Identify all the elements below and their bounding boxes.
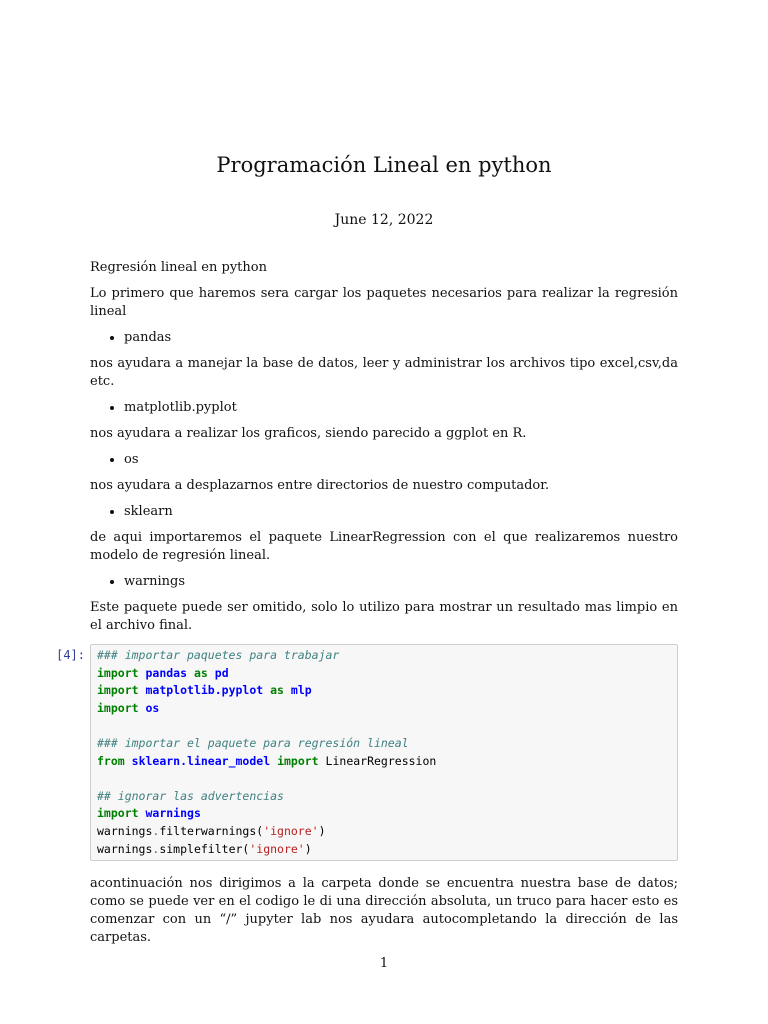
code-string: 'ignore'	[249, 841, 305, 856]
code-module: warnings	[145, 806, 201, 821]
code-alias: mlp	[290, 683, 312, 698]
code-module: pandas	[145, 665, 188, 680]
list-item: • warnings	[124, 573, 678, 591]
code-module: sklearn.linear_model	[131, 753, 271, 768]
code-keyword: import	[97, 700, 139, 715]
paragraph: nos ayudara a realizar los graficos, siendo parecido a ggplot en R.	[90, 426, 527, 441]
code-function: simplefilter(	[159, 841, 250, 856]
code-keyword: import	[277, 753, 319, 768]
code-alias: pd	[214, 665, 229, 680]
code-comment: ### importar el paquete para regresión lineal	[97, 735, 409, 750]
code-module: matplotlib.pyplot	[145, 683, 264, 698]
bullet-list	[90, 399, 678, 417]
code-name: LinearRegression	[325, 753, 437, 768]
list-item: • os	[124, 451, 678, 469]
paragraph: nos ayudara a desplazarnos entre directorios de nuestro computador.	[90, 478, 550, 493]
code-keyword: import	[97, 806, 139, 821]
code-cell	[56, 644, 678, 861]
bullet-list	[90, 573, 678, 591]
paragraph: Lo primero que haremos sera cargar los paquetes necesarios para realizar la regresión lineal	[90, 286, 678, 319]
cell-prompt: [4]:	[56, 648, 85, 662]
code-keyword: as	[193, 665, 208, 680]
paragraph: de aqui importaremos el paquete LinearRegression con el que realizaremos nuestro modelo de regresión lineal.	[90, 530, 678, 563]
bullet-list	[90, 329, 678, 347]
bullet-list	[90, 451, 678, 469]
code-function: filterwarnings(	[159, 823, 264, 838]
code-operator: .	[152, 841, 160, 856]
code-comment: ## ignorar las advertencias	[97, 788, 284, 803]
code-module: os	[145, 700, 160, 715]
list-item: • matplotlib.pyplot	[124, 399, 678, 417]
paragraph: acontinuación nos dirigimos a la carpeta donde se encuentra nuestra base de datos; como se puede ver en el codigo le di una dirección absoluta, un truco para hacer esto es comenzar con un “/” jupyter lab nos ayudara autocompletando la dirección de las carpetas.	[90, 876, 678, 946]
document-body	[56, 259, 678, 955]
code-paren: )	[304, 841, 312, 856]
code-keyword: as	[270, 683, 284, 698]
code-operator: .	[152, 823, 160, 838]
code-object: warnings	[97, 841, 153, 856]
paragraph: Regresión lineal en python	[90, 260, 267, 275]
list-item: • sklearn	[124, 503, 678, 521]
list-item: • pandas	[124, 329, 678, 347]
code-keyword: import	[97, 683, 139, 698]
document-title: Programación Lineal en python	[216, 153, 552, 177]
code-paren: )	[318, 823, 326, 838]
code-object: warnings	[97, 823, 153, 838]
paragraph: nos ayudara a manejar la base de datos, leer y administrar los archivos tipo excel,csv,da etc.	[90, 356, 678, 389]
page-number: 1	[379, 956, 389, 971]
paragraph: Este paquete puede ser omitido, solo lo utilizo para mostrar un resultado mas limpio en el archivo final.	[90, 600, 678, 633]
code-keyword: import	[97, 665, 139, 680]
code-string: 'ignore'	[263, 823, 319, 838]
code-keyword: from	[97, 753, 125, 768]
document-date: June 12, 2022	[334, 212, 434, 228]
bullet-list	[90, 503, 678, 521]
code-comment: ### importar paquetes para trabajar	[97, 648, 340, 662]
code-block	[90, 644, 678, 861]
